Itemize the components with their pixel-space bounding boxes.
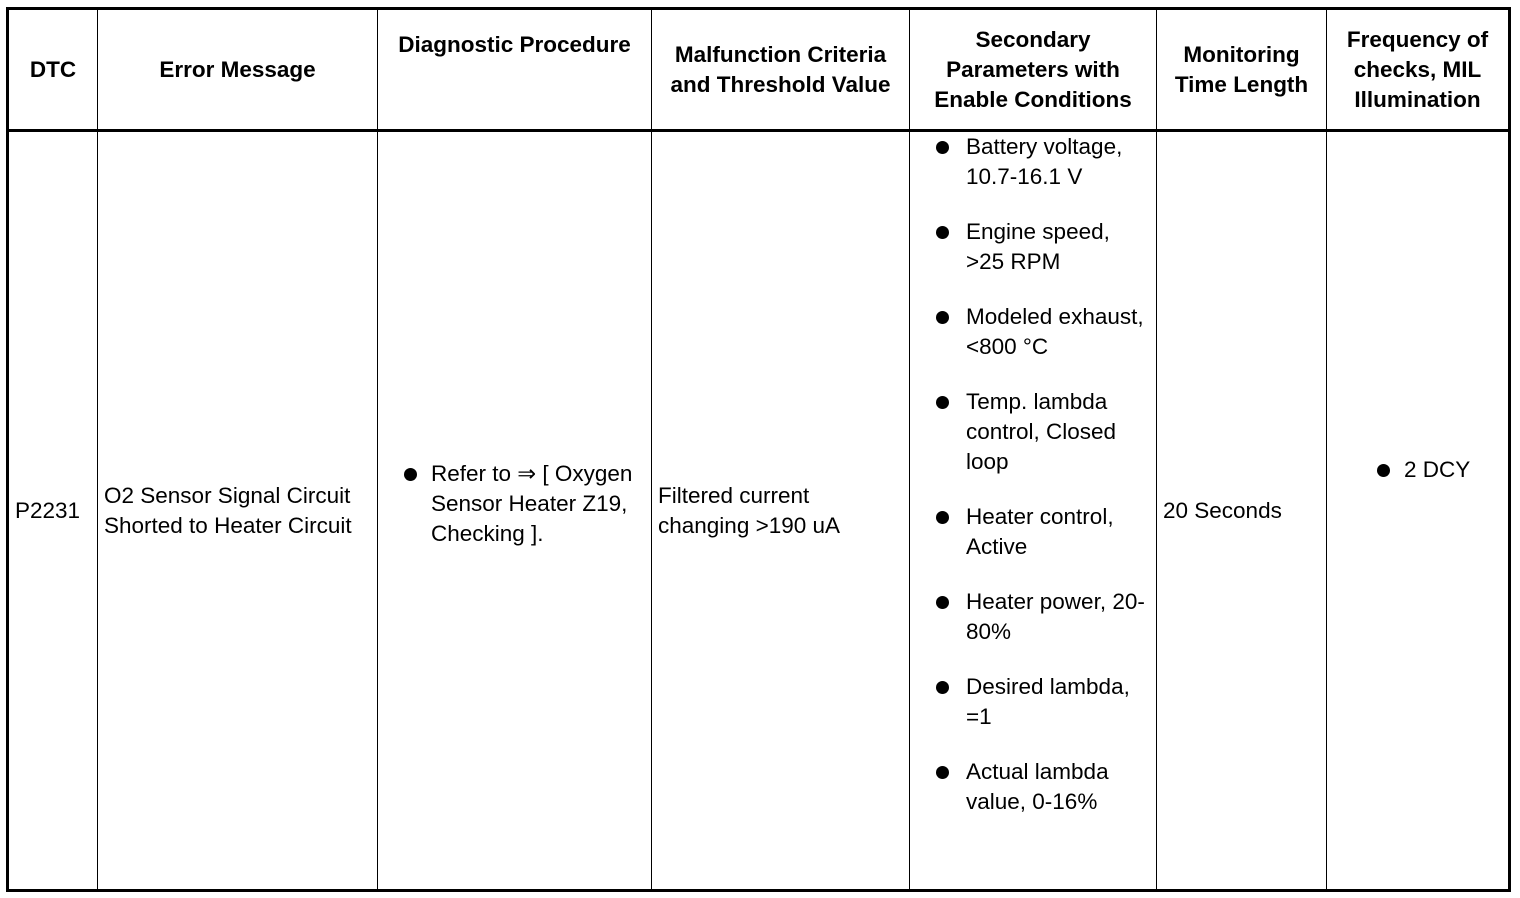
bullet-icon [936,311,949,324]
bullet-icon [404,468,417,481]
frequency-text: 2 DCY [1404,456,1471,482]
parameter-text: Temp. lambda control, Closed loop [966,389,1117,474]
cell-malfunction-criteria: Filtered current changing >190 uA [652,131,910,891]
list-item [1373,455,1502,485]
cell-frequency [1327,131,1510,891]
procedure-text: Refer to ⇒ [ Oxygen Sensor Heater Z19, Checking ]. [431,460,633,546]
header-dtc: DTC [8,9,98,131]
list-item [916,502,1150,562]
parameter-text: Heater power, 20-80% [966,589,1145,644]
header-malfunction-criteria: Malfunction Criteria and Threshold Value [652,9,910,131]
list-item [400,459,645,549]
list-item [916,132,1150,192]
table-row [8,131,1510,891]
header-secondary-parameters: Secondary Parameters with Enable Conditions [910,9,1157,131]
bullet-icon [936,596,949,609]
parameter-text: Modeled exhaust, <800 °C [966,304,1144,359]
list-item [916,587,1150,647]
cell-diagnostic-procedure [378,131,652,891]
bullet-icon [936,681,949,694]
parameter-text: Engine speed, >25 RPM [966,219,1110,274]
list-item [916,387,1150,477]
cell-monitoring-time: 20 Seconds [1157,131,1327,891]
bullet-icon [936,766,949,779]
cell-secondary-parameters [910,131,1157,891]
cell-error-message: O2 Sensor Signal Circuit Shorted to Heater Circuit [98,131,378,891]
parameter-text: Heater control, Active [966,504,1114,559]
header-row [8,9,1510,131]
list-item [916,757,1150,817]
bullet-icon [936,226,949,239]
cell-dtc: P2231 [8,131,98,891]
header-frequency: Frequency of checks, MIL Illumination [1327,9,1510,131]
header-error-message: Error Message [98,9,378,131]
dtc-table [6,7,1511,892]
list-item [916,672,1150,732]
header-diagnostic-procedure: Diagnostic Procedure [378,9,652,131]
parameter-text: Actual lambda value, 0-16% [966,759,1109,814]
header-monitoring-time: Monitoring Time Length [1157,9,1327,131]
bullet-icon [936,511,949,524]
bullet-icon [936,396,949,409]
bullet-icon [1377,464,1390,477]
parameter-text: Desired lambda, =1 [966,674,1130,729]
parameter-text: Battery voltage, 10.7-16.1 V [966,134,1123,189]
bullet-icon [936,141,949,154]
list-item [916,217,1150,277]
list-item [916,302,1150,362]
